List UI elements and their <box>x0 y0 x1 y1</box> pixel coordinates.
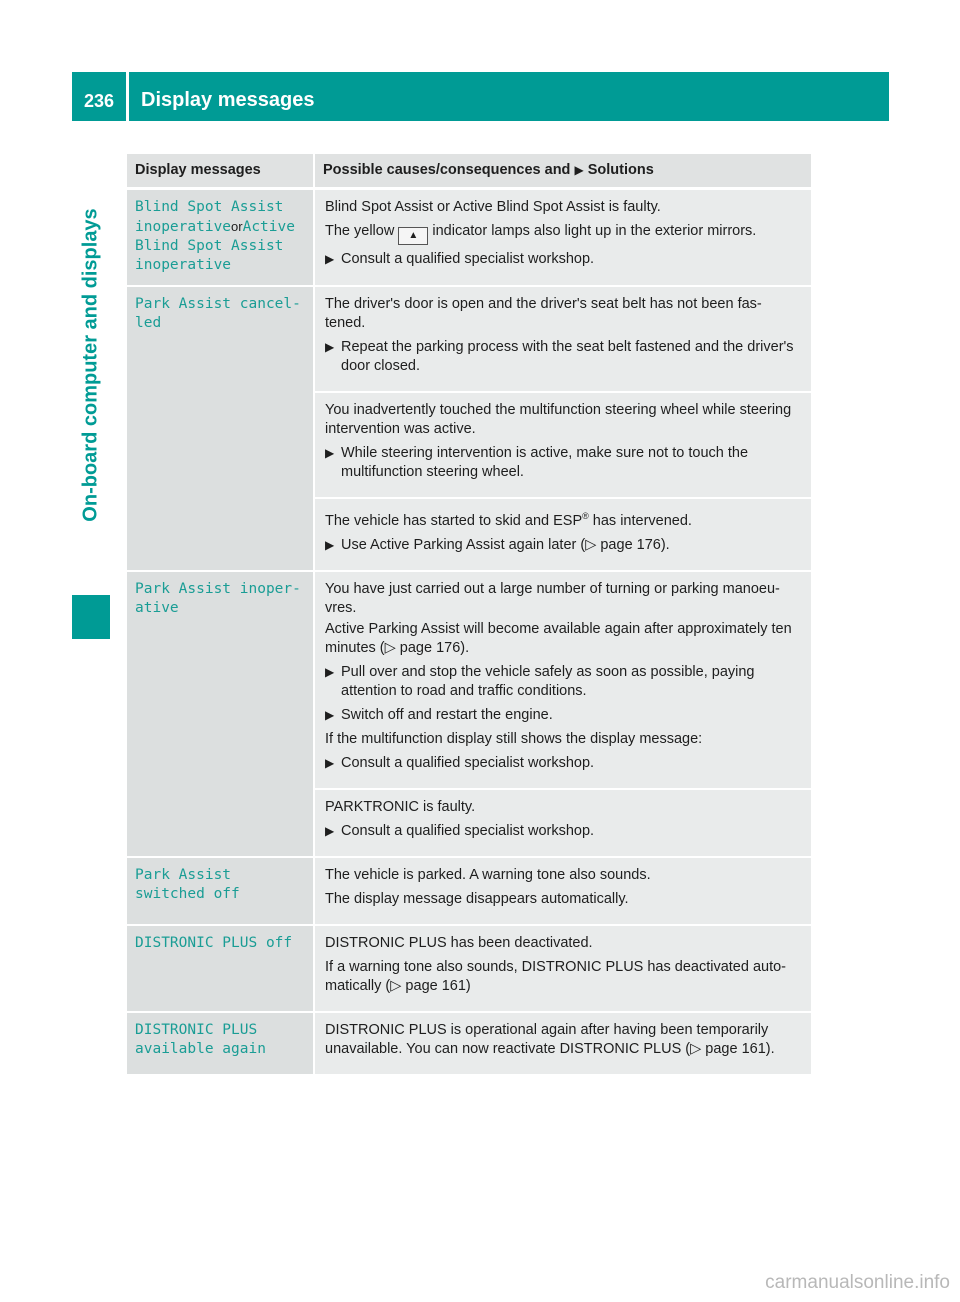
blind-spot-warning-icon: ▲ <box>398 227 428 245</box>
page-number: 236 <box>83 91 115 111</box>
step-arrow-icon: ▶ <box>325 664 335 679</box>
table-row <box>127 571 811 789</box>
cause-text-part: The yellow <box>325 223 395 239</box>
solution-cell <box>314 1012 811 1075</box>
table-row <box>127 857 811 925</box>
step-arrow-icon: ▶ <box>325 340 335 354</box>
registered-mark: ® <box>582 511 589 521</box>
cause-text: If a warning tone also sounds, DISTRONIC PLUS has deactivated auto‐ matically (▷ page 161) <box>325 958 787 994</box>
message-text: inoperative <box>135 219 232 235</box>
cause-text-part: The vehicle has started to skid and ESP <box>325 512 583 529</box>
solution-cell <box>314 571 811 789</box>
solution-step <box>325 822 803 841</box>
solution-step <box>325 338 803 376</box>
step-text: Repeat the parking process with the seat belt fastened and the driver's door closed. <box>341 339 794 374</box>
display-messages-table <box>127 154 811 1076</box>
solution-cell <box>314 392 811 498</box>
message-text: DISTRONIC PLUS <box>135 1021 258 1038</box>
step-text: Pull over and stop the vehicle safely as soon as possible, paying attention to road and traffic conditions. <box>341 663 755 699</box>
step-text: Consult a qualified specialist workshop. <box>341 822 595 839</box>
message-text: DISTRONIC PLUS off <box>135 934 293 951</box>
cause-text: You have just carried out a large number of turning or parking manoeu‐ vres. <box>325 580 780 616</box>
table-row <box>127 1012 811 1075</box>
page-header <box>72 72 889 121</box>
side-tab <box>72 135 110 595</box>
solution-arrow-icon: ▶ <box>574 163 584 177</box>
step-text: Consult a qualified specialist workshop. <box>341 754 595 771</box>
step-arrow-icon: ▶ <box>325 446 335 460</box>
message-cell <box>127 286 314 571</box>
cause-text: You inadvertently touched the multifunction steering wheel while steering intervention was active. <box>325 402 792 437</box>
column-header-solutions-prefix: Possible causes/consequences and <box>323 162 571 178</box>
solution-step <box>325 706 803 725</box>
message-cell <box>127 571 314 857</box>
message-cell <box>127 857 314 925</box>
solution-cell <box>314 789 811 857</box>
table-row <box>127 189 811 287</box>
message-text: switched off <box>135 885 240 902</box>
message-text: led <box>135 315 162 331</box>
solution-step <box>325 754 803 773</box>
column-header-solutions <box>314 154 811 189</box>
solution-cell <box>314 286 811 392</box>
message-cell <box>127 1012 314 1075</box>
cause-text: The driver's door is open and the driver's seat belt has not been fas‐ tened. <box>325 296 762 331</box>
cause-text: The vehicle is parked. A warning tone also sounds. <box>325 866 651 883</box>
column-header-solutions-suffix: Solutions <box>587 162 654 178</box>
step-arrow-icon: ▶ <box>325 755 335 770</box>
message-text: Blind Spot Assist <box>135 199 284 215</box>
header-divider <box>126 72 129 121</box>
solution-step <box>325 250 803 269</box>
cause-text: DISTRONIC PLUS has been deactivated. <box>325 934 593 951</box>
side-tab-label: On-board computer and displays <box>79 208 102 522</box>
solution-cell <box>314 925 811 1012</box>
cause-text-part: indicator lamps also light up in the exterior mirrors. <box>432 223 757 239</box>
message-cell <box>127 189 314 287</box>
message-text: Park Assist <box>135 866 232 883</box>
message-text: Blind Spot Assist <box>135 238 284 254</box>
solution-cell <box>314 498 811 571</box>
step-arrow-icon: ▶ <box>325 823 335 838</box>
cause-text-part: has intervened. <box>592 512 692 529</box>
step-text: Switch off and restart the engine. <box>341 706 553 723</box>
step-arrow-icon: ▶ <box>325 707 335 722</box>
cause-text: The display message disappears automatically. <box>325 890 629 907</box>
solution-step <box>325 444 803 482</box>
message-text: available again <box>135 1040 266 1057</box>
message-text: ative <box>135 599 179 616</box>
solution-step <box>325 536 803 555</box>
column-header-messages: Display messages <box>127 154 314 189</box>
cause-text: DISTRONIC PLUS is operational again after having been temporarily unavailable. You can now reactivate DISTRONIC PLUS (▷ page 161). <box>325 1021 775 1057</box>
cause-text: PARKTRONIC is faulty. <box>325 798 476 815</box>
message-cell <box>127 925 314 1012</box>
table-row <box>127 925 811 1012</box>
message-text: inoperative <box>135 257 232 273</box>
cause-text <box>325 222 803 245</box>
table-header-row <box>127 154 811 189</box>
message-text: Park Assist inoper‐ <box>135 580 301 597</box>
page-title: Display messages <box>141 89 315 111</box>
or-connector: or <box>231 219 243 234</box>
solution-step <box>325 663 803 701</box>
solution-cell <box>314 857 811 925</box>
side-tab-marker <box>72 595 110 639</box>
cause-text: If the multifunction display still shows the display message: <box>325 730 703 747</box>
watermark: carmanualsonline.info <box>765 1272 950 1293</box>
cause-text: Blind Spot Assist or Active Blind Spot Assist is faulty. <box>325 199 661 215</box>
cause-text <box>325 507 803 531</box>
step-arrow-icon: ▶ <box>325 537 335 552</box>
solution-cell <box>314 189 811 287</box>
message-text-line <box>135 217 305 237</box>
table-row <box>127 286 811 392</box>
step-text: While steering intervention is active, make sure not to touch the multifunction steering wheel. <box>341 445 749 480</box>
message-text: Active <box>242 219 295 235</box>
step-arrow-icon: ▶ <box>325 252 335 266</box>
step-text: Consult a qualified specialist workshop. <box>341 251 595 267</box>
step-text: Use Active Parking Assist again later (▷ page 176). <box>341 536 670 553</box>
cause-text: Active Parking Assist will become available again after approximately ten minutes (▷ page 176). <box>325 620 792 656</box>
message-text: Park Assist cancel‐ <box>135 296 301 312</box>
